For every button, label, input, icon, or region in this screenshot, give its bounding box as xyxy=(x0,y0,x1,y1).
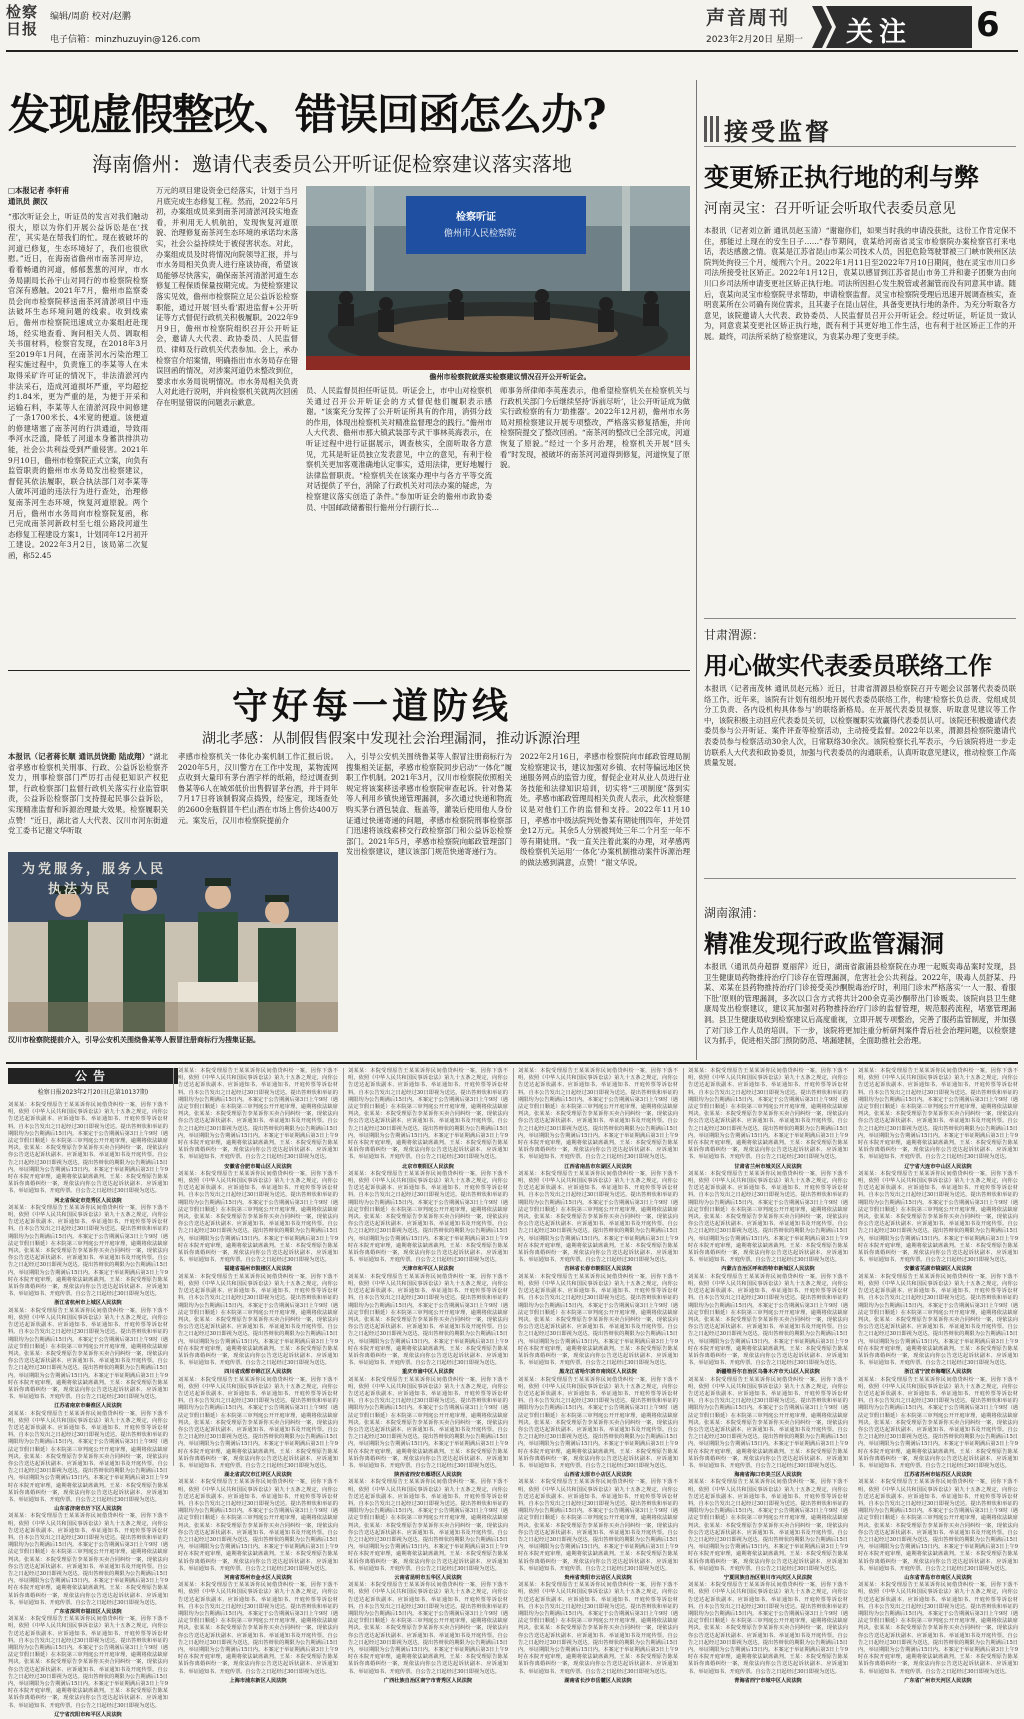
notice-court-name: 贵州省贵阳市云岩区人民法院 xyxy=(564,1575,632,1582)
notice-body: 刘某某：本院受理原告王某某诉你民间借贷纠纷一案，因你下落不明，依照《中华人民共和国民事诉讼法》第九十五条之规定，向你公告送达起诉状副本、应诉通知书、举证通知书、开庭传票等诉讼材料。自本公告发出之日起经过30日即视为送达。提出答辩状和举证的期限均为公告期满后15日内。本案定于公告期满后第3日上午9时（遇法定节假日顺延）在本院第三审判庭公开开庭审理，逾期将依法缺席判决。张某某：本院受理原告李某诉你买卖合同纠纷一案，现依法向你公告送达起诉状副本、应诉通知书、举证通知书及开庭传票。自公告之日起经过30日即视为送达。提出答辩状的期限为公告期满后15日内，举证期限为公告期满后15日内。本案定于举证期满后第3日上午9时在本院开庭审理，逾期将依法缺席裁判。王某：本院受理原告陈某某诉你离婚纠纷一案，现依法向你公告送达起诉状副本、应诉通知书、举证通知书、开庭传票。自公告之日起经过30日即视为送达。 xyxy=(178,1376,338,1469)
notice-court-name: 山西省太原市小店区人民法院 xyxy=(564,1472,632,1479)
notice-court-name: 新疆维吾尔自治区乌鲁木齐市天山区人民法院 xyxy=(716,1369,820,1376)
section-label-rule xyxy=(704,146,1016,147)
notice-court-name: 黑龙江省哈尔滨市南岗区人民法院 xyxy=(559,1369,637,1376)
notice-body: 刘某某：本院受理原告王某某诉你民间借贷纠纷一案，因你下落不明，依照《中华人民共和国民事诉讼法》第九十五条之规定，向你公告送达起诉状副本、应诉通知书、举证通知书、开庭传票等诉讼材料。自本公告发出之日起经过30日即视为送达。提出答辩状和举证的期限均为公告期满后15日内。本案定于公告期满后第3日上午9时（遇法定节假日顺延）在本院第三审判庭公开开庭审理，逾期将依法缺席判决。张某某：本院受理原告李某诉你买卖合同纠纷一案，现依法向你公告送达起诉状副本、应诉通知书、举证通知书及开庭传票。自公告之日起经过30日即视为送达。提出答辩状的期限为公告期满后15日内，举证期限为公告期满后15日内。本案定于举证期满后第3日上午9时在本院开庭审理，逾期将依法缺席裁判。王某：本院受理原告陈某某诉你离婚纠纷一案，现依法向你公告送达起诉状副本、应诉通知书、举证通知书、开庭传票。自公告之日起经过30日即视为送达。 xyxy=(348,1170,508,1264)
byline-reporter: □本报记者 李轩甫 xyxy=(8,186,70,195)
notice-body: 刘某某：本院受理原告王某某诉你民间借贷纠纷一案，因你下落不明，依照《中华人民共和国民事诉讼法》第九十五条之规定，向你公告送达起诉状副本、应诉通知书、举证通知书、开庭传票等诉讼材料。自本公告发出之日起经过30日即视为送达。提出答辩状和举证的期限均为公告期满后15日内。本案定于公告期满后第3日上午9时（遇法定节假日顺延）在本院第三审判庭公开开庭审理，逾期将依法缺席判决。张某某：本院受理原告李某诉你买卖合同纠纷一案，现依法向你公告送达起诉状副本、应诉通知书、举证通知书及开庭传票。自公告之日起经过30日即视为送达。提出答辩状的期限为公告期满后15日内，举证期限为公告期满后15日内。本案定于举证期满后第3日上午9时在本院开庭审理，逾期将依法缺席裁判。王某：本院受理原告陈某某诉你离婚纠纷一案，现依法向你公告送达起诉状副本、应诉通知书、举证通知书、开庭传票。自公告之日起经过30日即视为送达。 xyxy=(688,1068,848,1161)
right-article2-kicker: 甘肃渭源： xyxy=(704,628,765,642)
notice-column xyxy=(8,1102,168,1718)
notice-body: 刘某某：本院受理原告王某某诉你民间借贷纠纷一案，因你下落不明，依照《中华人民共和国民事诉讼法》第九十五条之规定，向你公告送达起诉状副本、应诉通知书、举证通知书、开庭传票等诉讼材料。自本公告发出之日起经过30日即视为送达。提出答辩状和举证的期限均为公告期满后15日内。本案定于公告期满后第3日上午9时（遇法定节假日顺延）在本院第三审判庭公开开庭审理，逾期将依法缺席判决。张某某：本院受理原告李某诉你买卖合同纠纷一案，现依法向你公告送达起诉状副本、应诉通知书、举证通知书及开庭传票。自公告之日起经过30日即视为送达。提出答辩状的期限为公告期满后15日内，举证期限为公告期满后15日内。本案定于举证期满后第3日上午9时在本院开庭审理，逾期将依法缺席裁判。王某：本院受理原告陈某某诉你离婚纠纷一案，现依法向你公告送达起诉状副本、应诉通知书、举证通知书、开庭传票。自公告之日起经过30日即视为送达。 xyxy=(8,1102,168,1195)
notice-body: 刘某某：本院受理原告王某某诉你民间借贷纠纷一案，因你下落不明，依照《中华人民共和国民事诉讼法》第九十五条之规定，向你公告送达起诉状副本、应诉通知书、举证通知书、开庭传票等诉讼材料。自本公告发出之日起经过30日即视为送达。提出答辩状和举证的期限均为公告期满后15日内。本案定于公告期满后第3日上午9时（遇法定节假日顺延）在本院第三审判庭公开开庭审理，逾期将依法缺席判决。张某某：本院受理原告李某诉你买卖合同纠纷一案，现依法向你公告送达起诉状副本、应诉通知书、举证通知书及开庭传票。自公告之日起经过30日即视为送达。提出答辩状的期限为公告期满后15日内，举证期限为公告期满后15日内。本案定于举证期满后第3日上午9时在本院开庭审理，逾期将依法缺席裁判。王某：本院受理原告陈某某诉你离婚纠纷一案，现依法向你公告送达起诉状副本、应诉通知书、举证通知书、开庭传票。自公告之日起经过30日即视为送达。 xyxy=(348,1273,508,1367)
second-article-col3: 入，引导公安机关围绕鲁某等人假冒注册商标行为搜集相关证据，孝感市检察院同步启动“一体化”履职工作机制。2021年3月，汉川市检察院依照相关规定将该案移送孝感市检察院审查起诉。针对鲁某等人利用乡镇快递管理漏洞，多次通过快递和物流购买茅台酒包装盒、瓶盖等，灌装后使用他人身份证通过快递寄递的问题，孝感市检察院刑事检察部门迅速将该线索移交行政检察部门和公益诉讼检察部门。2021年5月，孝感市检察院向邮政管理部门发出检察建议，建议该部门规范快递寄递行为。 xyxy=(346,752,512,857)
notice-court-name: 广东省广州市天河区人民法院 xyxy=(904,1677,972,1684)
notice-body: 刘某某：本院受理原告王某某诉你民间借贷纠纷一案，因你下落不明，依照《中华人民共和国民事诉讼法》第九十五条之规定，向你公告送达起诉状副本、应诉通知书、举证通知书、开庭传票等诉讼材料。自本公告发出之日起经过30日即视为送达。提出答辩状和举证的期限均为公告期满后15日内。本案定于公告期满后第3日上午9时（遇法定节假日顺延）在本院第三审判庭公开开庭审理，逾期将依法缺席判决。张某某：本院受理原告李某诉你买卖合同纠纷一案，现依法向你公告送达起诉状副本、应诉通知书、举证通知书及开庭传票。自公告之日起经过30日即视为送达。提出答辩状的期限为公告期满后15日内，举证期限为公告期满后15日内。本案定于举证期满后第3日上午9时在本院开庭审理，逾期将依法缺席裁判。王某：本院受理原告陈某某诉你离婚纠纷一案，现依法向你公告送达起诉状副本、应诉通知书、举证通知书、开庭传票。自公告之日起经过30日即视为送达。 xyxy=(858,1479,1018,1572)
notices-top-rule xyxy=(6,1062,1018,1064)
notice-body: 刘某某：本院受理原告王某某诉你民间借贷纠纷一案，因你下落不明，依照《中华人民共和国民事诉讼法》第九十五条之规定，向你公告送达起诉状副本、应诉通知书、举证通知书、开庭传票等诉讼材料。自本公告发出之日起经过30日即视为送达。提出答辩状和举证的期限均为公告期满后15日内。本案定于公告期满后第3日上午9时（遇法定节假日顺延）在本院第三审判庭公开开庭审理，逾期将依法缺席判决。张某某：本院受理原告李某诉你买卖合同纠纷一案，现依法向你公告送达起诉状副本、应诉通知书、举证通知书及开庭传票。自公告之日起经过30日即视为送达。提出答辩状的期限为公告期满后15日内，举证期限为公告期满后15日内。本案定于举证期满后第3日上午9时在本院开庭审理，逾期将依法缺席裁判。王某：本院受理原告陈某某诉你离婚纠纷一案，现依法向你公告送达起诉状副本、应诉通知书、举证通知书、开庭传票。自公告之日起经过30日即视为送达。 xyxy=(858,1170,1018,1264)
notice-column-rule xyxy=(343,1068,344,1466)
notice-court-name: 陕西省西安市雁塔区人民法院 xyxy=(394,1472,462,1479)
notice-court-name: 湖北省武汉市江岸区人民法院 xyxy=(224,1472,292,1479)
notice-body: 刘某某：本院受理原告王某某诉你民间借贷纠纷一案，因你下落不明，依照《中华人民共和国民事诉讼法》第九十五条之规定，向你公告送达起诉状副本、应诉通知书、举证通知书、开庭传票等诉讼材料。自本公告发出之日起经过30日即视为送达。提出答辩状和举证的期限均为公告期满后15日内。本案定于公告期满后第3日上午9时（遇法定节假日顺延）在本院第三审判庭公开开庭审理，逾期将依法缺席判决。张某某：本院受理原告李某诉你买卖合同纠纷一案，现依法向你公告送达起诉状副本、应诉通知书、举证通知书及开庭传票。自公告之日起经过30日即视为送达。提出答辩状的期限为公告期满后15日内，举证期限为公告期满后15日内。本案定于举证期满后第3日上午9时在本院开庭审理，逾期将依法缺席裁判。王某：本院受理原告陈某某诉你离婚纠纷一案，现依法向你公告送达起诉状副本、应诉通知书、举证通知书、开庭传票。自公告之日起经过30日即视为送达。 xyxy=(178,1479,338,1572)
hearing-photo-illustration xyxy=(306,186,690,370)
notice-column-rule xyxy=(513,1068,514,1466)
main-article-col2: 万元的项目建设资金已经落实，计划于当月月底完成生态修复工程。然而，2022年5月初，办案组成员来到南茶河清淤河段实地查看，并利用无人机航拍，发现恢复河道原貌、治理修复南茶河生态环境的承诺均未落实，社会公益持续处于被侵害状态。对此，办案组成员及时将情况向院领导汇报，并与市水务局相关负责人进行座谈协商，希望该局能够尽快落实，确保南茶河清淤河道生态修复工程保质保量按期完成。为使检察建议落实见效，儋州市检察院立足公益诉讼检察职能，通过开展‘回头看’跟进监督+公开听证等方式督促行政机关积极履职。2022年9月9日，儋州市检察院组织召开公开听证会，邀请人大代表、政协委员、人民监督员、律师及行政机关代表参加。会上，承办检察官介绍案情，明确指出市水务局存在错误回函的情况，对涉案河道仍未整改到位，要求市水务局说明情况。市水务局相关负责人对此进行说明，并向检察机关就两次回函存在明显错误的问题表示歉意。 xyxy=(156,186,298,407)
notice-court-name: 福建省福州市鼓楼区人民法院 xyxy=(224,1266,292,1273)
notice-court-name: 山东省济南市历下区人民法院 xyxy=(54,1506,122,1513)
right-article1-subheadline: 河南灵宝：召开听证会听取代表委员意见 xyxy=(704,201,956,217)
notice-body: 刘某某：本院受理原告王某某诉你民间借贷纠纷一案，因你下落不明，依照《中华人民共和国民事诉讼法》第九十五条之规定，向你公告送达起诉状副本、应诉通知书、举证通知书、开庭传票等诉讼材料。自本公告发出之日起经过30日即视为送达。提出答辩状和举证的期限均为公告期满后15日内。本案定于公告期满后第3日上午9时（遇法定节假日顺延）在本院第三审判庭公开开庭审理，逾期将依法缺席判决。张某某：本院受理原告李某诉你买卖合同纠纷一案，现依法向你公告送达起诉状副本、应诉通知书、举证通知书及开庭传票。自公告之日起经过30日即视为送达。提出答辩状的期限为公告期满后15日内，举证期限为公告期满后15日内。本案定于举证期满后第3日上午9时在本院开庭审理，逾期将依法缺席裁判。王某：本院受理原告陈某某诉你离婚纠纷一案，现依法向你公告送达起诉状副本、应诉通知书、举证通知书、开庭传票。自公告之日起经过30日即视为送达。 xyxy=(518,1273,678,1367)
notice-body: 刘某某：本院受理原告王某某诉你民间借贷纠纷一案，因你下落不明，依照《中华人民共和国民事诉讼法》第九十五条之规定，向你公告送达起诉状副本、应诉通知书、举证通知书、开庭传票等诉讼材料。自本公告发出之日起经过30日即视为送达。提出答辩状和举证的期限均为公告期满后15日内。本案定于公告期满后第3日上午9时（遇法定节假日顺延）在本院第三审判庭公开开庭审理，逾期将依法缺席判决。张某某：本院受理原告李某诉你买卖合同纠纷一案，现依法向你公告送达起诉状副本、应诉通知书、举证通知书及开庭传票。自公告之日起经过30日即视为送达。提出答辩状的期限为公告期满后15日内，举证期限为公告期满后15日内。本案定于举证期满后第3日上午9时在本院开庭审理，逾期将依法缺席裁判。王某：本院受理原告陈某某诉你离婚纠纷一案，现依法向你公告送达起诉状副本、应诉通知书、举证通知书、开庭传票。自公告之日起经过30日即视为送达。 xyxy=(8,1307,168,1401)
notice-column-rule xyxy=(683,1068,684,1466)
notice-court-name: 青海省西宁市城中区人民法院 xyxy=(734,1677,802,1684)
second-subheadline: 湖北孝感：从制假售假案中发现社会治理漏洞，推动诉源治理 xyxy=(202,731,580,747)
notice-court-name: 安徽省芜湖市镜湖区人民法院 xyxy=(904,1266,972,1273)
second-article-col2: 孝感市检察机关一体化办案机制工作汇报后说。2020年5月，汉川警方在工作中发现，某物流网点收到大量印有茅台酒字样的纸箱，经过调查到鲁某等6人在城郊低价出售假冒茅台酒，并于同年7月17日将该制假窝点捣毁，经鉴定，现场查处的2600余瓶假冒牛栏山酒在市场上售价达400万元。案发后，汉川市检察院提前介 xyxy=(178,752,338,825)
right-article2-headline: 用心做实代表委员联络工作 xyxy=(704,651,992,680)
notice-body: 刘某某：本院受理原告王某某诉你民间借贷纠纷一案，因你下落不明，依照《中华人民共和国民事诉讼法》第九十五条之规定，向你公告送达起诉状副本、应诉通知书、举证通知书、开庭传票等诉讼材料。自本公告发出之日起经过30日即视为送达。提出答辩状和举证的期限均为公告期满后15日内。本案定于公告期满后第3日上午9时（遇法定节假日顺延）在本院第三审判庭公开开庭审理，逾期将依法缺席判决。张某某：本院受理原告李某诉你买卖合同纠纷一案，现依法向你公告送达起诉状副本、应诉通知书、举证通知书及开庭传票。自公告之日起经过30日即视为送达。提出答辩状的期限为公告期满后15日内，举证期限为公告期满后15日内。本案定于举证期满后第3日上午9时在本院开庭审理，逾期将依法缺席裁判。王某：本院受理原告陈某某诉你离婚纠纷一案，现依法向你公告送达起诉状副本、应诉通知书、举证通知书、开庭传票。自公告之日起经过30日即视为送达。 xyxy=(688,1376,848,1469)
page-number: 6 xyxy=(976,5,1000,45)
notice-body: 刘某某：本院受理原告王某某诉你民间借贷纠纷一案，因你下落不明，依照《中华人民共和国民事诉讼法》第九十五条之规定，向你公告送达起诉状副本、应诉通知书、举证通知书、开庭传票等诉讼材料。自本公告发出之日起经过30日即视为送达。提出答辩状和举证的期限均为公告期满后15日内。本案定于公告期满后第3日上午9时（遇法定节假日顺延）在本院第三审判庭公开开庭审理，逾期将依法缺席判决。张某某：本院受理原告李某诉你买卖合同纠纷一案，现依法向你公告送达起诉状副本、应诉通知书、举证通知书及开庭传票。自公告之日起经过30日即视为送达。提出答辩状的期限为公告期满后15日内，举证期限为公告期满后15日内。本案定于举证期满后第3日上午9时在本院开庭审理，逾期将依法缺席裁判。王某：本院受理原告陈某某诉你离婚纠纷一案，现依法向你公告送达起诉状副本、应诉通知书、举证通知书、开庭传票。自公告之日起经过30日即视为送达。 xyxy=(518,1582,678,1675)
notice-court-name: 广东省深圳市福田区人民法院 xyxy=(54,1609,122,1616)
notice-court-name: 江苏省苏州市姑苏区人民法院 xyxy=(904,1472,972,1479)
notice-body: 刘某某：本院受理原告王某某诉你民间借贷纠纷一案，因你下落不明，依照《中华人民共和国民事诉讼法》第九十五条之规定，向你公告送达起诉状副本、应诉通知书、举证通知书、开庭传票等诉讼材料。自本公告发出之日起经过30日即视为送达。提出答辩状和举证的期限均为公告期满后15日内。本案定于公告期满后第3日上午9时（遇法定节假日顺延）在本院第三审判庭公开开庭审理，逾期将依法缺席判决。张某某：本院受理原告李某诉你买卖合同纠纷一案，现依法向你公告送达起诉状副本、应诉通知书、举证通知书及开庭传票。自公告之日起经过30日即视为送达。提出答辩状的期限为公告期满后15日内，举证期限为公告期满后15日内。本案定于举证期满后第3日上午9时在本院开庭审理，逾期将依法缺席裁判。王某：本院受理原告陈某某诉你离婚纠纷一案，现依法向你公告送达起诉状副本、应诉通知书、举证通知书、开庭传票。自公告之日起经过30日即视为送达。 xyxy=(348,1479,508,1572)
notice-column-rule xyxy=(173,1068,174,1466)
notice-body: 刘某某：本院受理原告王某某诉你民间借贷纠纷一案，因你下落不明，依照《中华人民共和国民事诉讼法》第九十五条之规定，向你公告送达起诉状副本、应诉通知书、举证通知书、开庭传票等诉讼材料。自本公告发出之日起经过30日即视为送达。提出答辩状和举证的期限均为公告期满后15日内。本案定于公告期满后第3日上午9时（遇法定节假日顺延）在本院第三审判庭公开开庭审理，逾期将依法缺席判决。张某某：本院受理原告李某诉你买卖合同纠纷一案，现依法向你公告送达起诉状副本、应诉通知书、举证通知书及开庭传票。自公告之日起经过30日即视为送达。提出答辩状的期限为公告期满后15日内，举证期限为公告期满后15日内。本案定于举证期满后第3日上午9时在本院开庭审理，逾期将依法缺席裁判。王某：本院受理原告陈某某诉你离婚纠纷一案，现依法向你公告送达起诉状副本、应诉通知书、举证通知书、开庭传票。自公告之日起经过30日即视为送达。 xyxy=(688,1582,848,1675)
notice-body: 刘某某：本院受理原告王某某诉你民间借贷纠纷一案，因你下落不明，依照《中华人民共和国民事诉讼法》第九十五条之规定，向你公告送达起诉状副本、应诉通知书、举证通知书、开庭传票等诉讼材料。自本公告发出之日起经过30日即视为送达。提出答辩状和举证的期限均为公告期满后15日内。本案定于公告期满后第3日上午9时（遇法定节假日顺延）在本院第三审判庭公开开庭审理，逾期将依法缺席判决。张某某：本院受理原告李某诉你买卖合同纠纷一案，现依法向你公告送达起诉状副本、应诉通知书、举证通知书及开庭传票。自公告之日起经过30日即视为送达。提出答辩状的期限为公告期满后15日内，举证期限为公告期满后15日内。本案定于举证期满后第3日上午9时在本院开庭审理，逾期将依法缺席裁判。王某：本院受理原告陈某某诉你离婚纠纷一案，现依法向你公告送达起诉状副本、应诉通知书、举证通知书、开庭传票。自公告之日起经过30日即视为送达。 xyxy=(348,1376,508,1469)
notice-body: 刘某某：本院受理原告王某某诉你民间借贷纠纷一案，因你下落不明，依照《中华人民共和国民事诉讼法》第九十五条之规定，向你公告送达起诉状副本、应诉通知书、举证通知书、开庭传票等诉讼材料。自本公告发出之日起经过30日即视为送达。提出答辩状和举证的期限均为公告期满后15日内。本案定于公告期满后第3日上午9时（遇法定节假日顺延）在本院第三审判庭公开开庭审理，逾期将依法缺席判决。张某某：本院受理原告李某诉你买卖合同纠纷一案，现依法向你公告送达起诉状副本、应诉通知书、举证通知书及开庭传票。自公告之日起经过30日即视为送达。提出答辩状的期限为公告期满后15日内，举证期限为公告期满后15日内。本案定于举证期满后第3日上午9时在本院开庭审理，逾期将依法缺席裁判。王某：本院受理原告陈某某诉你离婚纠纷一案，现依法向你公告送达起诉状副本、应诉通知书、举证通知书、开庭传票。自公告之日起经过30日即视为送达。 xyxy=(518,1376,678,1469)
notice-court-name: 辽宁省大连市中山区人民法院 xyxy=(904,1163,972,1170)
right-article1-text: 本报讯（记者刘立新 通讯员赵玉清）“谢谢你们，如果当时我的申请没获批，这份工作肯定保不住，那能过上现在的安生日子……”春节期间，袁某给河南省灵宝市检察院办案检察官打来电话，表达感激之情。袁某是江苏省昆山市某公司技术人员，因犯危险驾驶罪被三门峡市陕州区法院判处拘役三个月，缓刑六个月。2022年1月11日至2022年7月10日期间，他在灵宝市川口乡司法所接受社区矫正。2022年1月12日，袁某以感冒到江苏省昆山市务工并和妻子团聚为由向川口乡司法所申请变更社区矫正执行地。司法所因担心发生脱管或者漏管而没有同意其申请。随后，袁某向灵宝市检察院寻求帮助，申请检察监督。灵宝市检察院受理后迅速开展调查核实，查明袁某所在公司确有岗位需求，且其妻子在昆山居住，具备变更执行地的条件。为充分听取各方意见，该院邀请人大代表、政协委员、人民监督员召开公开听证会。经过听证，听证员一致认为，同意袁某变更社区矫正执行地，既有利于其更好地工作生活，也有利于社区矫正工作的开展。最终，司法所采纳了检察建议，为袁某办理了变更手续。 xyxy=(704,226,1016,341)
notice-court-name: 重庆市渝中区人民法院 xyxy=(402,1369,454,1376)
section-label-box xyxy=(704,112,1014,144)
right-article3-text: 本报讯（通讯员舟超群 夏丽萍）近日，湖南省溆浦县检察院在办理一起贩卖毒品案时发现，县卫生健康局药物推持治疗门诊存在管理漏洞，危害社会公共利益。2022年，吸毒人员舒某、丹某、邓某在县药物推持治疗门诊接受美沙酮脱毒治疗时，利用门诊未严格落实‘一人一服、看服下肚’原则的管理漏洞，多次以口含方式将共计200余克美沙酮带出门诊贩卖。该院向县卫生健康局发出检察建议，建议其加强对药物推持治疗门诊的监督管理，规范服药流程，堵塞管理漏洞。县卫生健康局收到检察建议后高度重视，立即开展专项整治，完善了服药监管制度，并加强了对门诊工作人员的培训。下一步，该院将更加注重分析研判案件背后社会治理问题，以检察建议为抓手，促进相关部门预防防范、堵漏建制，全面助推社会治理。 xyxy=(704,962,1016,1046)
notice-court-name: 宁夏回族自治区银川市兴庆区人民法院 xyxy=(723,1575,813,1582)
notice-body: 刘某某：本院受理原告王某某诉你民间借贷纠纷一案，因你下落不明，依照《中华人民共和国民事诉讼法》第九十五条之规定，向你公告送达起诉状副本、应诉通知书、举证通知书、开庭传票等诉讼材料。自本公告发出之日起经过30日即视为送达。提出答辩状和举证的期限均为公告期满后15日内。本案定于公告期满后第3日上午9时（遇法定节假日顺延）在本院第三审判庭公开开庭审理，逾期将依法缺席判决。张某某：本院受理原告李某诉你买卖合同纠纷一案，现依法向你公告送达起诉状副本、应诉通知书、举证通知书及开庭传票。自公告之日起经过30日即视为送达。提出答辩状的期限为公告期满后15日内，举证期限为公告期满后15日内。本案定于举证期满后第3日上午9时在本院开庭审理，逾期将依法缺席裁判。王某：本院受理原告陈某某诉你离婚纠纷一案，现依法向你公告送达起诉状副本、应诉通知书、举证通知书、开庭传票。自公告之日起经过30日即视为送达。 xyxy=(8,1513,168,1606)
notice-body: 刘某某：本院受理原告王某某诉你民间借贷纠纷一案，因你下落不明，依照《中华人民共和国民事诉讼法》第九十五条之规定，向你公告送达起诉状副本、应诉通知书、举证通知书、开庭传票等诉讼材料。自本公告发出之日起经过30日即视为送达。提出答辩状和举证的期限均为公告期满后15日内。本案定于公告期满后第3日上午9时（遇法定节假日顺延）在本院第三审判庭公开开庭审理，逾期将依法缺席判决。张某某：本院受理原告李某诉你买卖合同纠纷一案，现依法向你公告送达起诉状副本、应诉通知书、举证通知书及开庭传票。自公告之日起经过30日即视为送达。提出答辩状的期限为公告期满后15日内，举证期限为公告期满后15日内。本案定于举证期满后第3日上午9时在本院开庭审理，逾期将依法缺席裁判。王某：本院受理原告陈某某诉你离婚纠纷一案，现依法向你公告送达起诉状副本、应诉通知书、举证通知书、开庭传票。自公告之日起经过30日即视为送达。 xyxy=(688,1170,848,1264)
main-article-col1: “那次听证会上，听证员的发言对我们触动很大，原以为你们开展公益诉讼是在‘找茬’，其实是在帮我们的忙。现在被破坏的河道已修复，生态环境好了，我们也很欣慰。”近日，在海南省儋州市南茶河岸边，看着畅通的河道，郁郁葱葱的河岸，市水务局副局长孙宇山对同行的市检察院检察官深有感触。2021年7月，儋州市监察委员会向市检察院移送南茶河清淤项目中违法破坏生态环境问题的线索。收到线索后，儋州市检察院迅速成立办案组赶赴现场，经实地查看、询问相关人员、调取相关书面材料，检察官发现，在2018年3月至2019年1月间，在南茶河水污染治理工程实施过程中，负责施工的李某等人在未取得采矿许可证的情况下，非法清淤河内非法采石，造成河道损坏严重，平均超挖约1.84米，更为严重的是，为便于开采和运输石料，李某等人在清淤河段中间修建了一条1700米长、4米宽的便道。该便道的修建堵塞了南茶河的行洪通道，导致雨季河水泛滥，降低了河道本身蓄洪排洪功能，社会公共利益受到严重侵害。2021年9月10日，儋州市检察院正式立案，向负有监管职责的儋州市水务局发出检察建议，督促其依法履职，联合执法部门对李某等人破坏河道的违法行为进行查处，治理修复南茶河生态环境，恢复河道原貌。两个月后，儋州市水务局向市检察院复函，称已完成南茶河新政村至七组公路段河道生态修复工程建设方案1，计划同年12月初开工建设。2022年3月2日，该局第二次复函，称52.45 xyxy=(8,212,148,560)
notice-court-name: 甘肃省兰州市城关区人民法院 xyxy=(734,1163,802,1170)
hearing-photo-caption: 儋州市检察院就落实检察建议情况召开公开听证会。 xyxy=(429,372,591,381)
notice-body: 刘某某：本院受理原告王某某诉你民间借贷纠纷一案，因你下落不明，依照《中华人民共和国民事诉讼法》第九十五条之规定，向你公告送达起诉状副本、应诉通知书、举证通知书、开庭传票等诉讼材料。自本公告发出之日起经过30日即视为送达。提出答辩状和举证的期限均为公告期满后15日内。本案定于公告期满后第3日上午9时（遇法定节假日顺延）在本院第三审判庭公开开庭审理，逾期将依法缺席判决。张某某：本院受理原告李某诉你买卖合同纠纷一案，现依法向你公告送达起诉状副本、应诉通知书、举证通知书及开庭传票。自公告之日起经过30日即视为送达。提出答辩状的期限为公告期满后15日内，举证期限为公告期满后15日内。本案定于举证期满后第3日上午9时在本院开庭审理，逾期将依法缺席裁判。王某：本院受理原告陈某某诉你离婚纠纷一案，现依法向你公告送达起诉状副本、应诉通知书、举证通知书、开庭传票。自公告之日起经过30日即视为送达。 xyxy=(8,1616,168,1709)
main-subheadline: 海南儋州：邀请代表委员公开听证促检察建议落实落地 xyxy=(92,152,572,176)
notice-court-name: 四川省成都市锦江区人民法院 xyxy=(224,1369,292,1376)
notice-court-name: 安徽省合肥市蜀山区人民法院 xyxy=(224,1163,292,1170)
right-article1-rule xyxy=(704,618,1016,619)
section-name: 声音周刊 xyxy=(706,7,791,29)
masthead-rule xyxy=(6,50,1018,52)
notice-body: 刘某某：本院受理原告王某某诉你民间借贷纠纷一案，因你下落不明，依照《中华人民共和国民事诉讼法》第九十五条之规定，向你公告送达起诉状副本、应诉通知书、举证通知书、开庭传票等诉讼材料。自本公告发出之日起经过30日即视为送达。提出答辩状和举证的期限均为公告期满后15日内。本案定于公告期满后第3日上午9时（遇法定节假日顺延）在本院第三审判庭公开开庭审理，逾期将依法缺席判决。张某某：本院受理原告李某诉你买卖合同纠纷一案，现依法向你公告送达起诉状副本、应诉通知书、举证通知书及开庭传票。自公告之日起经过30日即视为送达。提出答辩状的期限为公告期满后15日内，举证期限为公告期满后15日内。本案定于举证期满后第3日上午9时在本院开庭审理，逾期将依法缺席裁判。王某：本院受理原告陈某某诉你离婚纠纷一案，现依法向你公告送达起诉状副本、应诉通知书、举证通知书、开庭传票。自公告之日起经过30日即视为送达。 xyxy=(688,1273,848,1367)
right-column-divider xyxy=(696,80,697,1060)
notice-court-name: 北京市朝阳区人民法院 xyxy=(402,1163,454,1170)
notice-court-name: 云南省昆明市五华区人民法院 xyxy=(394,1575,462,1582)
notice-body: 刘某某：本院受理原告王某某诉你民间借贷纠纷一案，因你下落不明，依照《中华人民共和国民事诉讼法》第九十五条之规定，向你公告送达起诉状副本、应诉通知书、举证通知书、开庭传票等诉讼材料。自本公告发出之日起经过30日即视为送达。提出答辩状和举证的期限均为公告期满后15日内。本案定于公告期满后第3日上午9时（遇法定节假日顺延）在本院第三审判庭公开开庭审理，逾期将依法缺席判决。张某某：本院受理原告李某诉你买卖合同纠纷一案，现依法向你公告送达起诉状副本、应诉通知书、举证通知书及开庭传票。自公告之日起经过30日即视为送达。提出答辩状的期限为公告期满后15日内，举证期限为公告期满后15日内。本案定于举证期满后第3日上午9时在本院开庭审理，逾期将依法缺席裁判。王某：本院受理原告陈某某诉你离婚纠纷一案，现依法向你公告送达起诉状副本、应诉通知书、举证通知书、开庭传票。自公告之日起经过30日即视为送达。 xyxy=(518,1068,678,1161)
editors-line: 编辑/周蔚 校对/赵鹏 xyxy=(50,12,131,22)
notice-court-name: 河北省保定市竞秀区人民法院 xyxy=(54,1197,122,1204)
right-article2-text: 本报讯（记者南茂林 通讯员赵元栋）近日，甘肃省渭源县检察院召开专题会议部署代表委员联络工作。近年来，该院有计划有组织地开展代表委员联络工作，构建‘检察长负总责、党组成员分工负责、各内设机构具体参与’的联络新格局。在开展代表委员视察、听取意见建议等工作中，该院积极主动回应代表委员关切，以检察履职实效赢得代表委员认可。该院还积极邀请代表委员参与公开听证、案件评查等检察活动，主动接受监督。2022年以来，渭源县检察院邀请代表委员参与检察活动30余人次，日常联络30余次。该院检察长孔军表示，今后该院将进一步走访联系人大代表和政协委员，加强与代表委员的沟通联系，认真听取意见建议，推动检察工作高质量发展。 xyxy=(704,684,1016,768)
section-label-stripes xyxy=(704,116,724,142)
right-article1-headline: 变更矫正执行地的利与弊 xyxy=(704,163,980,192)
notice-column xyxy=(348,1068,508,1684)
notices-grid xyxy=(8,1068,1018,1718)
second-article-col1 xyxy=(8,752,168,844)
second-article-col4: 2022年2月16日，孝感市检察院向市邮政管理局制发检察建议书，建议加强对乡镇、农村等偏远地区快递服务网点的监管力度，督促企业对从业人员进行业务技能和法律知识培训，切实将“三项制度”落到实处。孝感市邮政管理局相关负责人表示，此次检察建议是对他们工作的监督和支持。2022年11月10日，孝感市中级法院判处鲁某有期徒刑四年，并处罚金12万元。其余5人分别被判处三年二个月至一年不等有期徒刑。“我一直关注着此案的办理，对孝感两级检察机关运用‘一体化’办案机制推动案件诉源治理的做法感到满意，点赞！”谢文华说。 xyxy=(520,752,690,867)
notice-court-name: 内蒙古自治区呼和浩特市新城区人民法院 xyxy=(721,1266,815,1273)
notice-body: 刘某某：本院受理原告王某某诉你民间借贷纠纷一案，因你下落不明，依照《中华人民共和国民事诉讼法》第九十五条之规定，向你公告送达起诉状副本、应诉通知书、举证通知书、开庭传票等诉讼材料。自本公告发出之日起经过30日即视为送达。提出答辩状和举证的期限均为公告期满后15日内。本案定于公告期满后第3日上午9时（遇法定节假日顺延）在本院第三审判庭公开开庭审理，逾期将依法缺席判决。张某某：本院受理原告李某诉你买卖合同纠纷一案，现依法向你公告送达起诉状副本、应诉通知书、举证通知书及开庭传票。自公告之日起经过30日即视为送达。提出答辩状的期限为公告期满后15日内，举证期限为公告期满后15日内。本案定于举证期满后第3日上午9时在本院开庭审理，逾期将依法缺席裁判。王某：本院受理原告陈某某诉你离婚纠纷一案，现依法向你公告送达起诉状副本、应诉通知书、举证通知书、开庭传票。自公告之日起经过30日即视为送达。 xyxy=(688,1479,848,1572)
right-article3-headline: 精准发现行政监管漏洞 xyxy=(704,929,944,958)
notices-title: 公告 xyxy=(8,1068,178,1084)
notice-body: 刘某某：本院受理原告王某某诉你民间借贷纠纷一案，因你下落不明，依照《中华人民共和国民事诉讼法》第九十五条之规定，向你公告送达起诉状副本、应诉通知书、举证通知书、开庭传票等诉讼材料。自本公告发出之日起经过30日即视为送达。提出答辩状和举证的期限均为公告期满后15日内。本案定于公告期满后第3日上午9时（遇法定节假日顺延）在本院第三审判庭公开开庭审理，逾期将依法缺席判决。张某某：本院受理原告李某诉你买卖合同纠纷一案，现依法向你公告送达起诉状副本、应诉通知书、举证通知书及开庭传票。自公告之日起经过30日即视为送达。提出答辩状的期限为公告期满后15日内，举证期限为公告期满后15日内。本案定于举证期满后第3日上午9时在本院开庭审理，逾期将依法缺席裁判。王某：本院受理原告陈某某诉你离婚纠纷一案，现依法向你公告送达起诉状副本、应诉通知书、举证通知书、开庭传票。自公告之日起经过30日即视为送达。 xyxy=(858,1582,1018,1675)
email-line: 电子信箱：minzhuzuyin@126.com xyxy=(50,35,201,45)
notice-body: 刘某某：本院受理原告王某某诉你民间借贷纠纷一案，因你下落不明，依照《中华人民共和国民事诉讼法》第九十五条之规定，向你公告送达起诉状副本、应诉通知书、举证通知书、开庭传票等诉讼材料。自本公告发出之日起经过30日即视为送达。提出答辩状和举证的期限均为公告期满后15日内。本案定于公告期满后第3日上午9时（遇法定节假日顺延）在本院第三审判庭公开开庭审理，逾期将依法缺席判决。张某某：本院受理原告李某诉你买卖合同纠纷一案，现依法向你公告送达起诉状副本、应诉通知书、举证通知书及开庭传票。自公告之日起经过30日即视为送达。提出答辩状的期限为公告期满后15日内，举证期限为公告期满后15日内。本案定于举证期满后第3日上午9时在本院开庭审理，逾期将依法缺席裁判。王某：本院受理原告陈某某诉你离婚纠纷一案，现依法向你公告送达起诉状副本、应诉通知书、举证通知书、开庭传票。自公告之日起经过30日即视为送达。 xyxy=(858,1068,1018,1161)
notice-column xyxy=(178,1068,338,1684)
notice-court-name: 江苏省南京市秦淮区人民法院 xyxy=(54,1403,122,1410)
notice-column-rule xyxy=(853,1068,854,1466)
notices-subtitle: 检察日报2023年2月20日(总第10137期) xyxy=(37,1089,149,1096)
second-headline: 守好每一道防线 xyxy=(232,685,513,727)
inspection-banner-text-2: 执法为民 xyxy=(48,882,113,897)
main-headline: 发现虚假整改、错误回函怎么办? xyxy=(8,90,606,139)
notice-body: 刘某某：本院受理原告王某某诉你民间借贷纠纷一案，因你下落不明，依照《中华人民共和国民事诉讼法》第九十五条之规定，向你公告送达起诉状副本、应诉通知书、举证通知书、开庭传票等诉讼材料。自本公告发出之日起经过30日即视为送达。提出答辩状和举证的期限均为公告期满后15日内。本案定于公告期满后第3日上午9时（遇法定节假日顺延）在本院第三审判庭公开开庭审理，逾期将依法缺席判决。张某某：本院受理原告李某诉你买卖合同纠纷一案，现依法向你公告送达起诉状副本、应诉通知书、举证通知书及开庭传票。自公告之日起经过30日即视为送达。提出答辩状的期限为公告期满后15日内，举证期限为公告期满后15日内。本案定于举证期满后第3日上午9时在本院开庭审理，逾期将依法缺席裁判。王某：本院受理原告陈某某诉你离婚纠纷一案，现依法向你公告送达起诉状副本、应诉通知书、举证通知书、开庭传票。自公告之日起经过30日即视为送达。 xyxy=(8,1204,168,1298)
byline-correspondent: 通讯员 颜汉 xyxy=(8,196,48,206)
notice-court-name: 上海市浦东新区人民法院 xyxy=(229,1677,287,1684)
notice-body: 刘某某：本院受理原告王某某诉你民间借贷纠纷一案，因你下落不明，依照《中华人民共和国民事诉讼法》第九十五条之规定，向你公告送达起诉状副本、应诉通知书、举证通知书、开庭传票等诉讼材料。自本公告发出之日起经过30日即视为送达。提出答辩状和举证的期限均为公告期满后15日内。本案定于公告期满后第3日上午9时（遇法定节假日顺延）在本院第三审判庭公开开庭审理，逾期将依法缺席判决。张某某：本院受理原告李某诉你买卖合同纠纷一案，现依法向你公告送达起诉状副本、应诉通知书、举证通知书及开庭传票。自公告之日起经过30日即视为送达。提出答辩状的期限为公告期满后15日内，举证期限为公告期满后15日内。本案定于举证期满后第3日上午9时在本院开庭审理，逾期将依法缺席裁判。王某：本院受理原告陈某某诉你离婚纠纷一案，现依法向你公告送达起诉状副本、应诉通知书、举证通知书、开庭传票。自公告之日起经过30日即视为送达。 xyxy=(858,1376,1018,1469)
main-byline xyxy=(8,186,148,207)
notice-body: 刘某某：本院受理原告王某某诉你民间借贷纠纷一案，因你下落不明，依照《中华人民共和国民事诉讼法》第九十五条之规定，向你公告送达起诉状副本、应诉通知书、举证通知书、开庭传票等诉讼材料。自本公告发出之日起经过30日即视为送达。提出答辩状和举证的期限均为公告期满后15日内。本案定于公告期满后第3日上午9时（遇法定节假日顺延）在本院第三审判庭公开开庭审理，逾期将依法缺席判决。张某某：本院受理原告李某诉你买卖合同纠纷一案，现依法向你公告送达起诉状副本、应诉通知书、举证通知书及开庭传票。自公告之日起经过30日即视为送达。提出答辩状的期限为公告期满后15日内，举证期限为公告期满后15日内。本案定于举证期满后第3日上午9时在本院开庭审理，逾期将依法缺席裁判。王某：本院受理原告陈某某诉你离婚纠纷一案，现依法向你公告送达起诉状副本、应诉通知书、举证通知书、开庭传票。自公告之日起经过30日即视为送达。 xyxy=(518,1479,678,1572)
masthead xyxy=(0,0,1024,72)
main-article-col3: 员、人民监督员担任听证员。听证会上，市中山对检察机关通过召开公开听证会的方式督促他们履职表示感谢。“该案充分发挥了公开听证所具有的作用，消弭分歧的作用，体现出检察机关对精准监督理念的践行。”儋州市人大代表、儋州市那大镇武装部专武干事林英海表示，在听证过程中进行证据展示，调查核实，全面听取各方意见，尤其是听证员独立发表意见，中立的意见，有利于检察机关更加客观准确地认定事实，适用法律，更好地履行法律监督职责。“检察机关在该案办理中与各方平等交流对话提供了平台，消除了行政机关对司法办案的疑虑，为检察建议落实创造了条件。”参加听证会的儋州市政协委员、中国邮政储蓄银行儋州分行副行长… xyxy=(306,386,492,512)
notice-body: 刘某某：本院受理原告王某某诉你民间借贷纠纷一案，因你下落不明，依照《中华人民共和国民事诉讼法》第九十五条之规定，向你公告送达起诉状副本、应诉通知书、举证通知书、开庭传票等诉讼材料。自本公告发出之日起经过30日即视为送达。提出答辩状和举证的期限均为公告期满后15日内。本案定于公告期满后第3日上午9时（遇法定节假日顺延）在本院第三审判庭公开开庭审理，逾期将依法缺席判决。张某某：本院受理原告李某诉你买卖合同纠纷一案，现依法向你公告送达起诉状副本、应诉通知书、举证通知书及开庭传票。自公告之日起经过30日即视为送达。提出答辩状的期限为公告期满后15日内，举证期限为公告期满后15日内。本案定于举证期满后第3日上午9时在本院开庭审理，逾期将依法缺席裁判。王某：本院受理原告陈某某诉你离婚纠纷一案，现依法向你公告送达起诉状副本、应诉通知书、举证通知书、开庭传票。自公告之日起经过30日即视为送达。 xyxy=(858,1273,1018,1367)
notice-body: 刘某某：本院受理原告王某某诉你民间借贷纠纷一案，因你下落不明，依照《中华人民共和国民事诉讼法》第九十五条之规定，向你公告送达起诉状副本、应诉通知书、举证通知书、开庭传票等诉讼材料。自本公告发出之日起经过30日即视为送达。提出答辩状和举证的期限均为公告期满后15日内。本案定于公告期满后第3日上午9时（遇法定节假日顺延）在本院第三审判庭公开开庭审理，逾期将依法缺席判决。张某某：本院受理原告李某诉你买卖合同纠纷一案，现依法向你公告送达起诉状副本、应诉通知书、举证通知书及开庭传票。自公告之日起经过30日即视为送达。提出答辩状的期限为公告期满后15日内，举证期限为公告期满后15日内。本案定于举证期满后第3日上午9时在本院开庭审理，逾期将依法缺席裁判。王某：本院受理原告陈某某诉你离婚纠纷一案，现依法向你公告送达起诉状副本、应诉通知书、举证通知书、开庭传票。自公告之日起经过30日即视为送达。 xyxy=(178,1170,338,1264)
notice-court-name: 浙江省杭州市上城区人民法院 xyxy=(54,1300,122,1307)
inspection-photo-caption: 汉川市检察院提前介入，引导公安机关围绕鲁某等人假冒注册商标行为搜集证据。 xyxy=(8,1035,260,1044)
notice-court-name: 吉林省长春市朝阳区人民法院 xyxy=(564,1266,632,1273)
notice-body: 刘某某：本院受理原告王某某诉你民间借贷纠纷一案，因你下落不明，依照《中华人民共和国民事诉讼法》第九十五条之规定，向你公告送达起诉状副本、应诉通知书、举证通知书、开庭传票等诉讼材料。自本公告发出之日起经过30日即视为送达。提出答辩状和举证的期限均为公告期满后15日内。本案定于公告期满后第3日上午9时（遇法定节假日顺延）在本院第三审判庭公开开庭审理，逾期将依法缺席判决。张某某：本院受理原告李某诉你买卖合同纠纷一案，现依法向你公告送达起诉状副本、应诉通知书、举证通知书及开庭传票。自公告之日起经过30日即视为送达。提出答辩状的期限为公告期满后15日内，举证期限为公告期满后15日内。本案定于举证期满后第3日上午9时在本院开庭审理，逾期将依法缺席裁判。王某：本院受理原告陈某某诉你离婚纠纷一案，现依法向你公告送达起诉状副本、应诉通知书、举证通知书、开庭传票。自公告之日起经过30日即视为送达。 xyxy=(178,1273,338,1367)
second-byline: 本报讯（记者蒋长顺 通讯员饶勤 陆成翔） xyxy=(8,752,150,761)
issue-date: 2023年2月20日 星期一 xyxy=(706,35,803,45)
main-article-col4: 师事务所律师李英莲表示，他希望检察机关在检察机关与行政机关部门今后继续坚持‘诉前尽听’，让公开听证成为做实行政检察的有力‘助推器’。2022年12月初，儋州市水务局对照检察建议开展专项整改，严格落实修复措施，并向检察院提交了整改回函。“南茶河的整改已全部完成，河道恢复了原貌。”经过一个多月治理，检察机关开展“回头看”时发现，被破坏的南茶河河道得到修复，河道恢复了原貌。 xyxy=(500,386,690,470)
inspection-banner-text: 为党服务，服务人民 xyxy=(22,862,167,877)
right-article2-rule xyxy=(704,878,1016,879)
notice-body: 刘某某：本院受理原告王某某诉你民间借贷纠纷一案，因你下落不明，依照《中华人民共和国民事诉讼法》第九十五条之规定，向你公告送达起诉状副本、应诉通知书、举证通知书、开庭传票等诉讼材料。自本公告发出之日起经过30日即视为送达。提出答辩状和举证的期限均为公告期满后15日内。本案定于公告期满后第3日上午9时（遇法定节假日顺延）在本院第三审判庭公开开庭审理，逾期将依法缺席判决。张某某：本院受理原告李某诉你买卖合同纠纷一案，现依法向你公告送达起诉状副本、应诉通知书、举证通知书及开庭传票。自公告之日起经过30日即视为送达。提出答辩状的期限为公告期满后15日内，举证期限为公告期满后15日内。本案定于举证期满后第3日上午9时在本院开庭审理，逾期将依法缺席裁判。王某：本院受理原告陈某某诉你离婚纠纷一案，现依法向你公告送达起诉状副本、应诉通知书、举证通知书、开庭传票。自公告之日起经过30日即视为送达。 xyxy=(348,1582,508,1675)
notice-court-name: 辽宁省沈阳市和平区人民法院 xyxy=(54,1711,122,1718)
notice-column xyxy=(518,1068,678,1684)
notice-body: 刘某某：本院受理原告王某某诉你民间借贷纠纷一案，因你下落不明，依照《中华人民共和国民事诉讼法》第九十五条之规定，向你公告送达起诉状副本、应诉通知书、举证通知书、开庭传票等诉讼材料。自本公告发出之日起经过30日即视为送达。提出答辩状和举证的期限均为公告期满后15日内。本案定于公告期满后第3日上午9时（遇法定节假日顺延）在本院第三审判庭公开开庭审理，逾期将依法缺席判决。张某某：本院受理原告李某诉你买卖合同纠纷一案，现依法向你公告送达起诉状副本、应诉通知书、举证通知书及开庭传票。自公告之日起经过30日即视为送达。提出答辩状的期限为公告期满后15日内，举证期限为公告期满后15日内。本案定于举证期满后第3日上午9时在本院开庭审理，逾期将依法缺席裁判。王某：本院受理原告陈某某诉你离婚纠纷一案，现依法向你公告送达起诉状副本、应诉通知书、举证通知书、开庭传票。自公告之日起经过30日即视为送达。 xyxy=(8,1410,168,1503)
notice-column xyxy=(688,1068,848,1684)
notice-body: 刘某某：本院受理原告王某某诉你民间借贷纠纷一案，因你下落不明，依照《中华人民共和国民事诉讼法》第九十五条之规定，向你公告送达起诉状副本、应诉通知书、举证通知书、开庭传票等诉讼材料。自本公告发出之日起经过30日即视为送达。提出答辩状和举证的期限均为公告期满后15日内。本案定于公告期满后第3日上午9时（遇法定节假日顺延）在本院第三审判庭公开开庭审理，逾期将依法缺席判决。张某某：本院受理原告李某诉你买卖合同纠纷一案，现依法向你公告送达起诉状副本、应诉通知书、举证通知书及开庭传票。自公告之日起经过30日即视为送达。提出答辩状的期限为公告期满后15日内，举证期限为公告期满后15日内。本案定于举证期满后第3日上午9时在本院开庭审理，逾期将依法缺席裁判。王某：本院受理原告陈某某诉你离婚纠纷一案，现依法向你公告送达起诉状副本、应诉通知书、举证通知书、开庭传票。自公告之日起经过30日即视为送达。 xyxy=(178,1582,338,1675)
column-title: 关注 xyxy=(846,17,912,48)
section-label: 接受监督 xyxy=(724,118,832,146)
notice-column xyxy=(858,1068,1018,1684)
notice-court-name: 山东省青岛市市南区人民法院 xyxy=(904,1575,972,1582)
notice-body: 刘某某：本院受理原告王某某诉你民间借贷纠纷一案，因你下落不明，依照《中华人民共和国民事诉讼法》第九十五条之规定，向你公告送达起诉状副本、应诉通知书、举证通知书、开庭传票等诉讼材料。自本公告发出之日起经过30日即视为送达。提出答辩状和举证的期限均为公告期满后15日内。本案定于公告期满后第3日上午9时（遇法定节假日顺延）在本院第三审判庭公开开庭审理，逾期将依法缺席判决。张某某：本院受理原告李某诉你买卖合同纠纷一案，现依法向你公告送达起诉状副本、应诉通知书、举证通知书及开庭传票。自公告之日起经过30日即视为送达。提出答辩状的期限为公告期满后15日内，举证期限为公告期满后15日内。本案定于举证期满后第3日上午9时在本院开庭审理，逾期将依法缺席裁判。王某：本院受理原告陈某某诉你离婚纠纷一案，现依法向你公告送达起诉状副本、应诉通知书、举证通知书、开庭传票。自公告之日起经过30日即视为送达。 xyxy=(348,1068,508,1161)
hearing-sign-bottom: 儋州市人民检察院 xyxy=(444,229,517,239)
notice-court-name: 广西壮族自治区南宁市青秀区人民法院 xyxy=(383,1677,473,1684)
newspaper-logo: 检察日报 xyxy=(6,3,39,38)
notice-court-name: 河南省郑州市金水区人民法院 xyxy=(224,1575,292,1582)
notice-court-name: 浙江省宁波市海曙区人民法院 xyxy=(904,1369,972,1376)
hearing-photo xyxy=(306,186,690,370)
notice-court-name: 海南省海口市美兰区人民法院 xyxy=(734,1472,802,1479)
notice-body: 刘某某：本院受理原告王某某诉你民间借贷纠纷一案，因你下落不明，依照《中华人民共和国民事诉讼法》第九十五条之规定，向你公告送达起诉状副本、应诉通知书、举证通知书、开庭传票等诉讼材料。自本公告发出之日起经过30日即视为送达。提出答辩状和举证的期限均为公告期满后15日内。本案定于公告期满后第3日上午9时（遇法定节假日顺延）在本院第三审判庭公开开庭审理，逾期将依法缺席判决。张某某：本院受理原告李某诉你买卖合同纠纷一案，现依法向你公告送达起诉状副本、应诉通知书、举证通知书及开庭传票。自公告之日起经过30日即视为送达。提出答辩状的期限为公告期满后15日内，举证期限为公告期满后15日内。本案定于举证期满后第3日上午9时在本院开庭审理，逾期将依法缺席裁判。王某：本院受理原告陈某某诉你离婚纠纷一案，现依法向你公告送达起诉状副本、应诉通知书、举证通知书、开庭传票。自公告之日起经过30日即视为送达。 xyxy=(518,1170,678,1264)
hearing-sign-top: 检察听证 xyxy=(456,212,496,223)
main-article-bottom-rule xyxy=(8,670,690,671)
notice-court-name: 湖南省长沙市岳麓区人民法院 xyxy=(564,1677,632,1684)
inspection-photo xyxy=(8,852,338,1032)
notice-court-name: 天津市和平区人民法院 xyxy=(402,1266,454,1273)
right-article3-kicker: 湖南溆浦： xyxy=(704,906,765,920)
notice-body: 刘某某：本院受理原告王某某诉你民间借贷纠纷一案，因你下落不明，依照《中华人民共和国民事诉讼法》第九十五条之规定，向你公告送达起诉状副本、应诉通知书、举证通知书、开庭传票等诉讼材料。自本公告发出之日起经过30日即视为送达。提出答辩状和举证的期限均为公告期满后15日内。本案定于公告期满后第3日上午9时（遇法定节假日顺延）在本院第三审判庭公开开庭审理，逾期将依法缺席判决。张某某：本院受理原告李某诉你买卖合同纠纷一案，现依法向你公告送达起诉状副本、应诉通知书、举证通知书及开庭传票。自公告之日起经过30日即视为送达。提出答辩状的期限为公告期满后15日内，举证期限为公告期满后15日内。本案定于举证期满后第3日上午9时在本院开庭审理，逾期将依法缺席裁判。王某：本院受理原告陈某某诉你离婚纠纷一案，现依法向你公告送达起诉状副本、应诉通知书、举证通知书、开庭传票。自公告之日起经过30日即视为送达。 xyxy=(178,1068,338,1161)
notice-court-name: 江西省南昌市东湖区人民法院 xyxy=(564,1163,632,1170)
second-col1-text: “湖北省孝感市检察机关刑事、行政、公益诉讼检察齐发力，刑事检察部门严厉打击侵犯知识产权犯罪，行政检察部门监督行政机关落实行业监管职责，公益诉讼检察部门支持提起民事公益诉讼，实现精准监督和诉源治理最大效果。检察履职关点赞！”近日，湖北省人大代表、汉川市河东街道党工委书记谢文华听取 xyxy=(8,752,168,836)
